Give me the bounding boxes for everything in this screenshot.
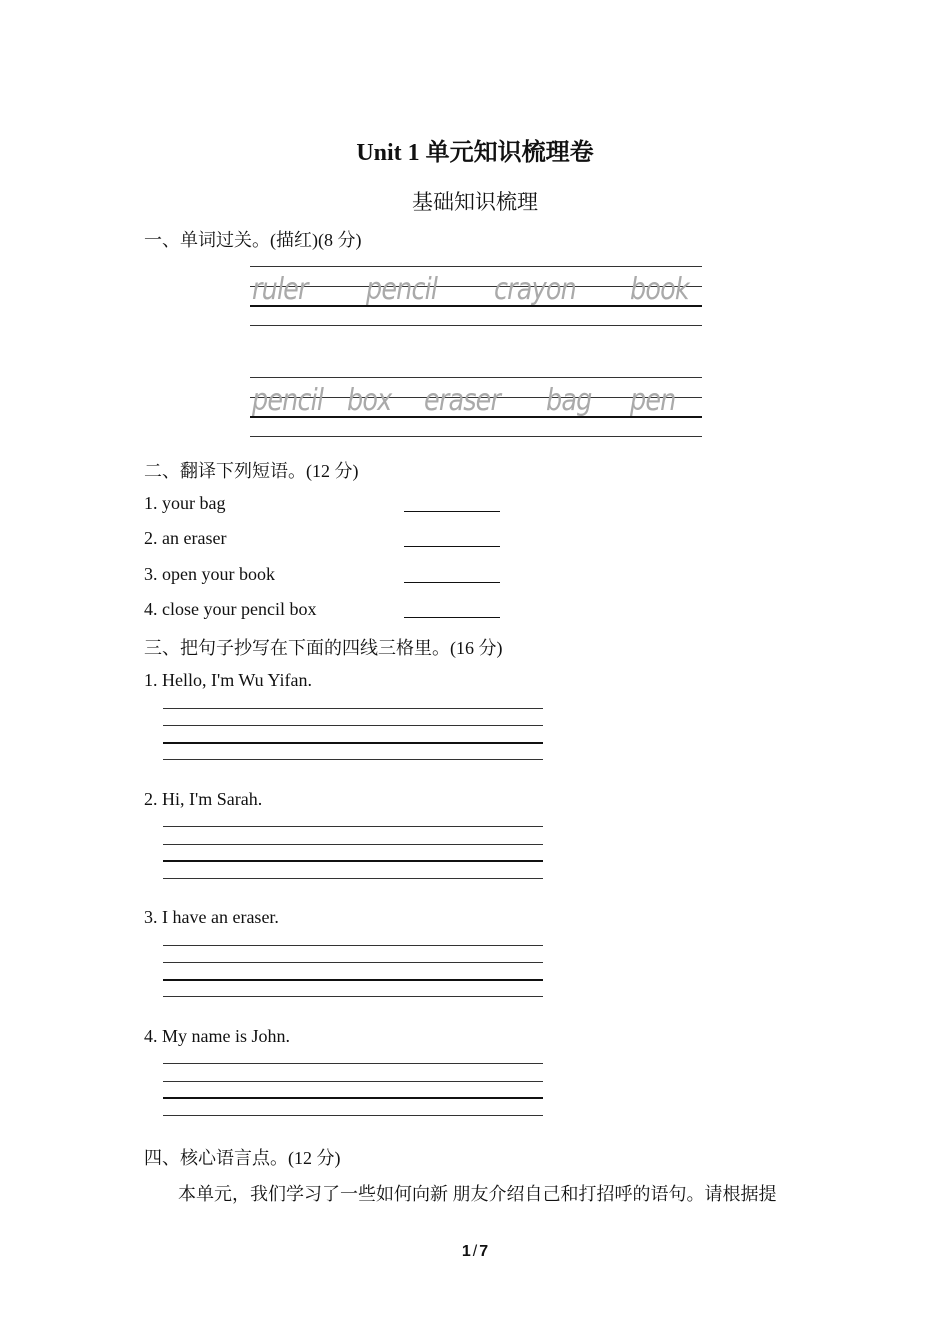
current-page: 1 <box>461 1243 471 1260</box>
trace-word: crayon <box>494 272 576 307</box>
section3-heading: 三、把句子抄写在下面的四线三格里。(16 分) <box>144 638 503 658</box>
answer-blank[interactable] <box>404 617 500 618</box>
copy-sentence: 4. My name is John. <box>144 1026 290 1046</box>
page-title: Unit 1 单元知识梳理卷 <box>356 140 594 166</box>
trace-word: pencil <box>366 272 438 307</box>
trace-word: book <box>630 272 689 307</box>
phrase-item: 4. close your pencil box <box>144 599 317 619</box>
trace-word: pencil <box>252 383 324 418</box>
trace-word: eraser <box>424 383 501 418</box>
trace-word: ruler <box>252 272 308 307</box>
page-number: 1 / 7 <box>461 1243 489 1260</box>
copy-sentence: 1. Hello, I'm Wu Yifan. <box>144 670 312 690</box>
trace-word: bag <box>546 383 592 418</box>
answer-blank[interactable] <box>404 546 500 547</box>
trace-word: pen <box>630 383 676 418</box>
phrase-item: 1. your bag <box>144 493 226 513</box>
answer-blank[interactable] <box>404 511 500 512</box>
page-subtitle: 基础知识梳理 <box>412 190 538 214</box>
copy-sentence: 3. I have an eraser. <box>144 907 279 927</box>
section4-heading: 四、核心语言点。(12 分) <box>144 1148 341 1168</box>
total-pages: 7 <box>479 1243 489 1260</box>
section1-heading: 一、单词过关。(描红)(8 分) <box>144 230 362 250</box>
copy-sentence: 2. Hi, I'm Sarah. <box>144 789 263 809</box>
trace-word: box <box>347 383 392 418</box>
section4-text: 本单元，我们学习了一些如何向新 朋友介绍自己和打招呼的语句。请根据提 <box>178 1184 777 1204</box>
answer-blank[interactable] <box>404 582 500 583</box>
phrase-item: 2. an eraser <box>144 528 227 548</box>
phrase-item: 3. open your book <box>144 564 275 584</box>
section2-heading: 二、翻译下列短语。(12 分) <box>144 461 359 481</box>
